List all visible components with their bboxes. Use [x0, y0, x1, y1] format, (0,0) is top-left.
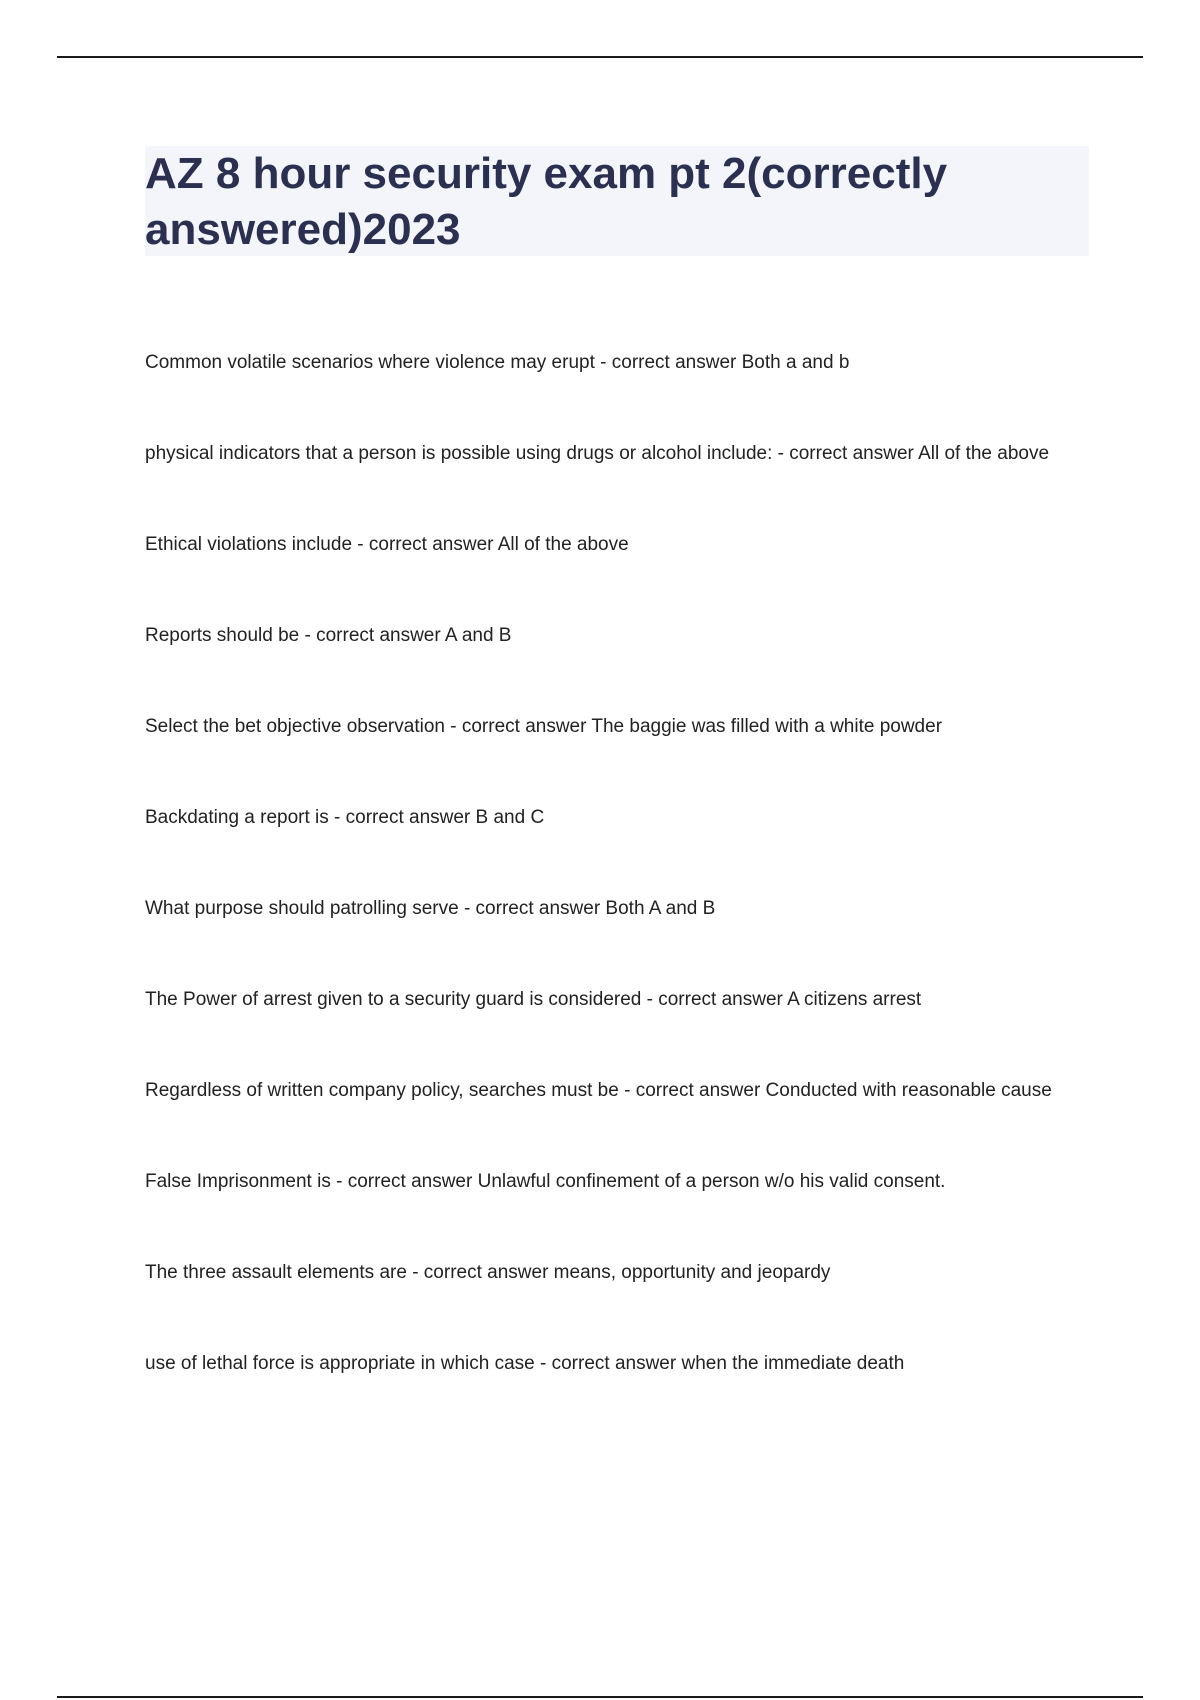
- qa-list: [145, 348, 1065, 1440]
- bottom-rule: [57, 1696, 1143, 1698]
- qa-item: Reports should be - correct answer A and B: [145, 625, 512, 646]
- qa-item: The three assault elements are - correct answer means, opportunity and jeopardy: [145, 1262, 831, 1283]
- qa-item: Regardless of written company policy, searches must be - correct answer Conducted with reasonable cause: [145, 1080, 1052, 1101]
- qa-item: The Power of arrest given to a security guard is considered - correct answer A citizens arrest: [145, 989, 922, 1010]
- qa-item: physical indicators that a person is possible using drugs or alcohol include: - correct answer All of the above: [145, 443, 1050, 464]
- qa-item: Select the bet objective observation - correct answer The baggie was filled with a white powder: [145, 716, 943, 737]
- qa-item: use of lethal force is appropriate in which case - correct answer when the immediate death: [145, 1353, 905, 1374]
- qa-item: What purpose should patrolling serve - correct answer Both A and B: [145, 898, 716, 919]
- document-title: AZ 8 hour security exam pt 2(correctly answered)2023: [145, 149, 948, 254]
- top-rule: [57, 56, 1143, 58]
- qa-item: Ethical violations include - correct answer All of the above: [145, 534, 629, 555]
- qa-item: Backdating a report is - correct answer B and C: [145, 807, 545, 828]
- qa-item: Common volatile scenarios where violence may erupt - correct answer Both a and b: [145, 352, 850, 373]
- qa-item: False Imprisonment is - correct answer Unlawful confinement of a person w/o his valid consent.: [145, 1171, 946, 1192]
- title-banner: [145, 146, 1089, 256]
